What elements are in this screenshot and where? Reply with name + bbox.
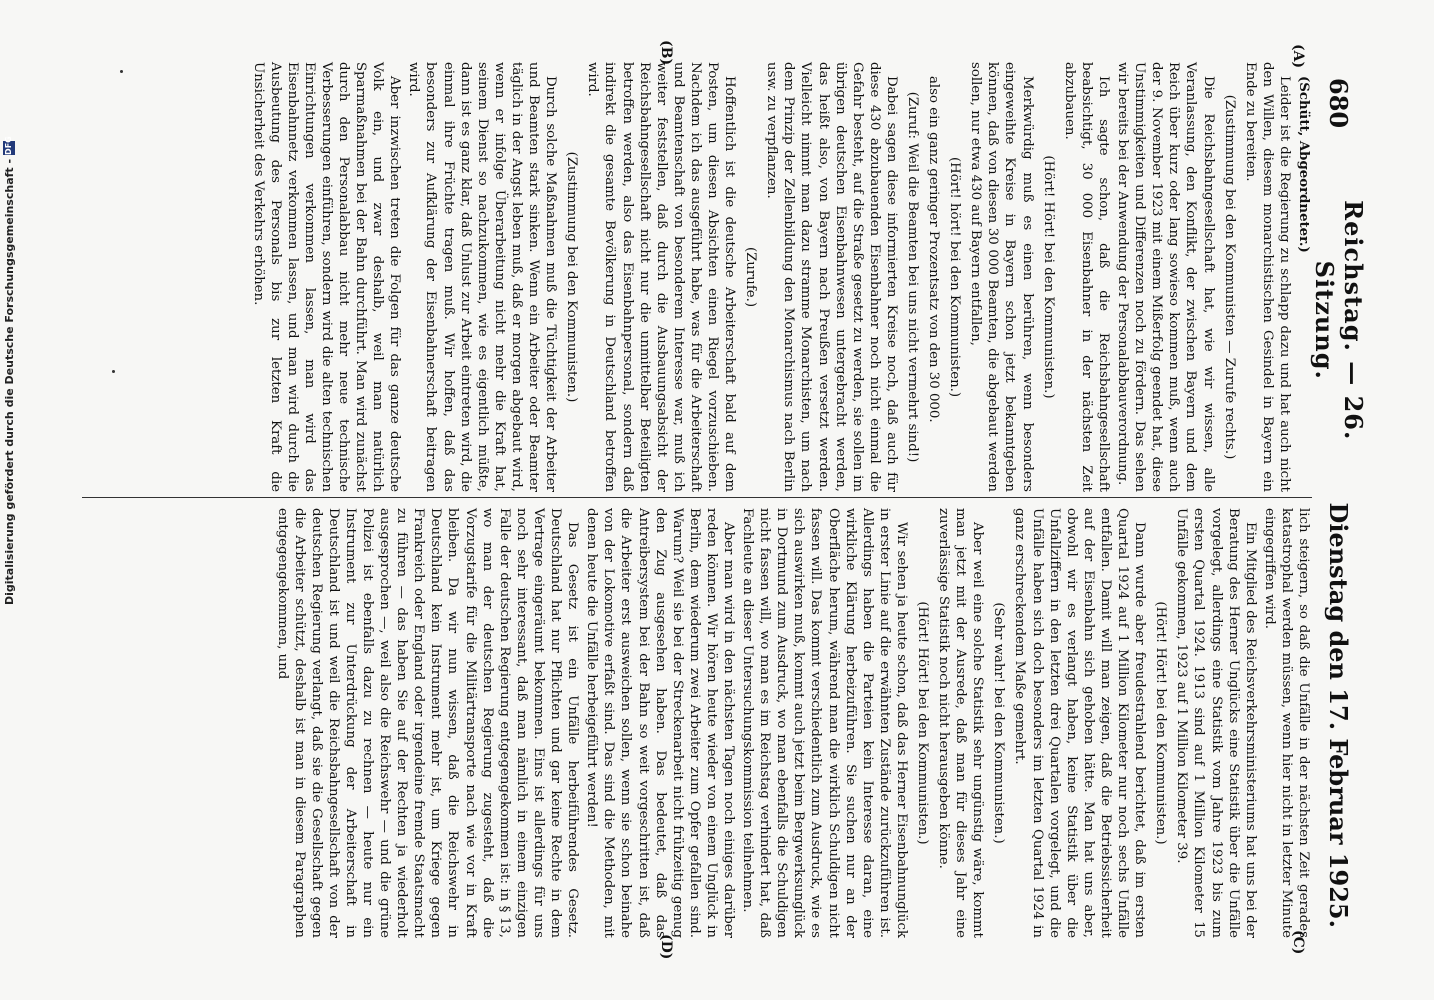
interjection: (Zustimmung bei den Kommunisten — Zurufe rechts.) <box>1221 94 1237 460</box>
margin-marker-b: (B) <box>658 40 674 66</box>
paragraph: Das Gesetz ist ein Unfälle herbeiführendes Gesetz. Deutschland hat nur Pflichten und gar keine Rechte in dem Vertrage eingeräumt bekommen. Eins ist allerdings für uns noch sehr interessant, daß man nämlich in einem einzigen Falle der deutschen Regierung entgegengekommen ist: in § 13, wo man der deutschen Regierung zugesteht, daß die Vorzugstarife für die Militärtransporte nach wie vor in Kraft bleiben. Da wir nun wissen, daß die Reichswehr in Deutschland kein Instrument mehr ist, um Kriege gegen Frankreich oder England oder irgendeine fremde Staatsmacht zu führen — das haben Sie auf der Rechten ja wiederholt ausgesprochen —, weil also die Reichswehr — und die grüne Polizei ist ebenfalls dazu zu rechnen — heute nur ein Instrument zur Unterdrückung der Arbeiterschaft in Deutschland ist und weil die Reichsbahngesellschaft von der deutschen Regierung verlangt, daß sie die Gesellschaft gegen die Arbeiter schützt, deshalb ist man in diesem Paragraphen entgegengekommen, und <box>274 508 581 938</box>
credit-text: Digitalisierung gefördert durch die Deutsche Forschungsgemeinschaft - <box>2 158 16 605</box>
interjection: (Zuruf: Weil die Beamten bei uns nicht vermehrt sind!) <box>905 91 921 463</box>
paragraph: Die Reichsbahngesellschaft hat, wie wir wissen, alle Veranlassung, den Konflikt, der zwischen Bayern und dem Reich über kurz oder lang sowieso kommen muß, wenn auch der 9. November 1923 mit einem Mißerfolg geendet hat, diese Unstimmigkeiten und Differenzen noch zu fördern. Das sehen wir bereits bei der Anwendung der Personalabbauverordnung. <box>1115 62 1216 492</box>
paragraph: Durch solche Maßnahmen muß die Tüchtigkeit der Arbeiter und Beamten stark sinken. Wenn ein Arbeiter oder Beamter täglich in der Angst leben muß, daß er morgen abgebaut wird, wenn er infolge Überarbeitung nicht mehr die Kraft hat, seinem Dienst so nachzukommen, wie es eigentlich müßte, dann ist es ganz klar, daß Unlust zur Arbeit eintreten wird, die einmal ihre Früchte tragen muß. Wir hoffen, daß das besonders zur Aufklärung der Eisenbahnerschaft beitragen wird. <box>406 62 559 492</box>
paragraph: Wir sehen ja heute schon, daß das Herner Eisenbahnunglück in erster Linie auf die erwähnten Zustände zurückzuführen ist. Allerdings haben die Parteien kein Interesse daran, eine wirkliche Klärung herbeizuführen. Sie suchen nur an der Oberfläche herum, während man die wirklich Schuldigen nicht fassen will. Das kommt verschiedentlich zum Ausdruck, wie es sich auswirken muß, kommt auch jetzt beim Bergwerksunglück in Dortmund zum Ausdruck, wo man ebenfalls die Schuldigen nicht fassen will, wo man es im Reichstag verhindert hat, daß Fachleute an dieser Untersuchungskommission teilnehmen. <box>740 508 909 938</box>
page-title: Reichstag. — 26. Sitzung. <box>1310 200 1368 441</box>
digitization-credit <box>2 0 16 605</box>
text-column-right <box>92 508 1312 938</box>
paragraph: Aber man wird in den nächsten Tagen noch einiges darüber reden können. Wir hören heute wieder von einem Unglück in Berlin, dem wiederum zwei Arbeiter zum Opfer gefallen sind. Warum? Weil sie bei der Streckenarbeit nicht frühzeitig genug den Zug ausgesehen haben. Das bedeutet, daß das Antreibersystem bei der Bahn so weit vorgeschritten ist, daß die Arbeiter erst ausweichen sollen, wenn sie schon beinahe von der Lokomotive erfaßt sind. Das sind die Methoden, mit denen heute die Unfälle herbeigeführt werden! <box>584 508 736 938</box>
paragraph: lich steigern, so daß die Unfälle in der nächsten Zeit gerades katastrophal werden müssen, wenn hier nicht in letzter Minute eingegriffen wird. <box>1261 508 1311 938</box>
paragraph: Ich sagte schon, daß die Reichsbahngesellschaft beabsichtigt, 30 000 Eisenbahner in der nächsten Zeit abzubauen. <box>1061 62 1111 492</box>
paragraph: Hoffentlich ist die deutsche Arbeiterschaft bald auf dem Posten, um diesen Absichten einen Riegel vorzuschieben. Nachdem ich das ausgeführt habe, was für die Arbeiterschaft und Beamtenschaft von besonderem Interesse war, muß ich weiter feststellen, daß durch die Ausbauungsabsicht der Reichsbahngesellschaft nicht nur die unmittelbar Beteiligten betroffen werden, also das Eisenbahnpersonal, sondern daß indirekt die gesamte Bevölkerung in Deutschland betroffen wird. <box>585 62 738 492</box>
dfg-logo: DFG <box>4 136 13 155</box>
paragraph: Aber inzwischen treten die Folgen für das ganze deutsche Volk ein, und zwar deshalb, weil man natürlich Sparmaßnahmen bei der Bahn durchführt. Man wird zunächst durch den Personalabbau nicht mehr neue technische Verbesserungen einführen, sondern wird die alten technischen Einrichtungen verkommen lassen, man wird das Eisenbahnnetz verkommen lassen, und man wird durch die Ausbeutung des Personals bis zur letzten Kraft die Unsicherheit des Verkehrs erhöhen. <box>250 62 403 492</box>
session-date: Dienstag den 17. Februar 1925. <box>1324 502 1354 928</box>
paragraph: Dabei sagen diese informierten Kreise noch, daß auch für diese 430 abzubauenden Eisenbahner noch nicht einmal die Gefahr besteht, auf die Straße gesetzt zu werden, sie sollen im übrigen deutschen Eisenbahnwesen untergebracht werden, das heißt also, von Bayern nach Preußen versetzt werden. Vielleicht nimmt man dazu stramme Monarchisten, um nach dem Prinzip der Zellenbildung den Monarchismus nach Berlin usw. zu verpflanzen. <box>764 62 899 492</box>
margin-marker-c: (C) <box>1290 930 1306 955</box>
interjection: (Zurufe.) <box>743 246 759 308</box>
paragraph: Merkwürdig muß es einen berühren, wenn besonders eingeweihte Kreise in Bayern schon jetzt bekanntgeben können, daß von diesen 30 000 Beamten, die abgebaut werden sollen, nur etwa 430 auf Bayern entfallen, <box>968 62 1035 492</box>
column-divider <box>82 497 1312 498</box>
interjection: (Zustimmung bei den Kommunisten.) <box>564 151 580 403</box>
interjection: (Sehr wahr! bei den Kommunisten.) <box>991 602 1007 844</box>
paragraph: Ein Mitglied des Reichsverkehrsministeriums hat uns bei der Beratung des Herner Unglücks eine Statistik über die Unfälle vorgelegt, allerdings eine Statistik vom Jahre 1923 bis zum ersten Quartal 1924. 1913 sind auf 1 Million Kilometer 15 Unfälle gekommen, 1923 auf 1 Million Kilometer 39. <box>1174 508 1258 938</box>
interjection: (Hört! Hört! bei den Kommunisten.) <box>1153 601 1169 845</box>
interjection: (Hört! Hört! bei den Kommunisten.) <box>915 601 931 845</box>
paragraph: also ein ganz geringer Prozentsatz von den 30 000. <box>926 76 942 423</box>
page-number: 680 <box>1324 78 1354 129</box>
margin-marker-a: (A) <box>1290 44 1306 69</box>
interjection: (Hört! hört! bei den Kommunisten.) <box>947 156 963 398</box>
paragraph: Aber weil eine solche Statistik sehr ungünstig wäre, kommt man jetzt mit der Ausrede, daß man für dieses Jahr eine zuverlässige Statistik noch nicht herausgeben könne. <box>936 508 986 938</box>
margin-marker-d: (D) <box>658 934 674 960</box>
scan-speck <box>120 70 123 73</box>
scan-speck <box>112 370 115 373</box>
paragraph: Dann wurde aber freudestrahlend berichtet, daß im ersten Quartal 1924 auf 1 Million Kilometer nur noch sechs Unfälle entfallen. Damit will man zeigen, daß die Betriebssicherheit auf der Eisenbahn sich gehoben hätte. Man hat uns aber, obwohl wir es verlangt haben, keine Statistik über die Unfallziffern in den letzten drei Quartalen vorgelegt, und die Unfälle haben sich doch besonders im letzten Quartal 1924 in ganz erschreckendem Maße gemehrt. <box>1012 508 1148 938</box>
page-header <box>1310 78 1368 928</box>
text-column-left <box>92 62 1312 492</box>
paragraph: Leider ist die Regierung zu schlapp dazu und hat auch nicht den Willen, diesem monarchistischen Gesindel in Bayern ein Ende zu bereiten. <box>1242 62 1292 492</box>
interjection: (Hört! Hört! bei den Kommunisten.) <box>1040 155 1056 399</box>
speaker-name: (Schütt, Abgeordneter.) <box>1296 76 1311 253</box>
